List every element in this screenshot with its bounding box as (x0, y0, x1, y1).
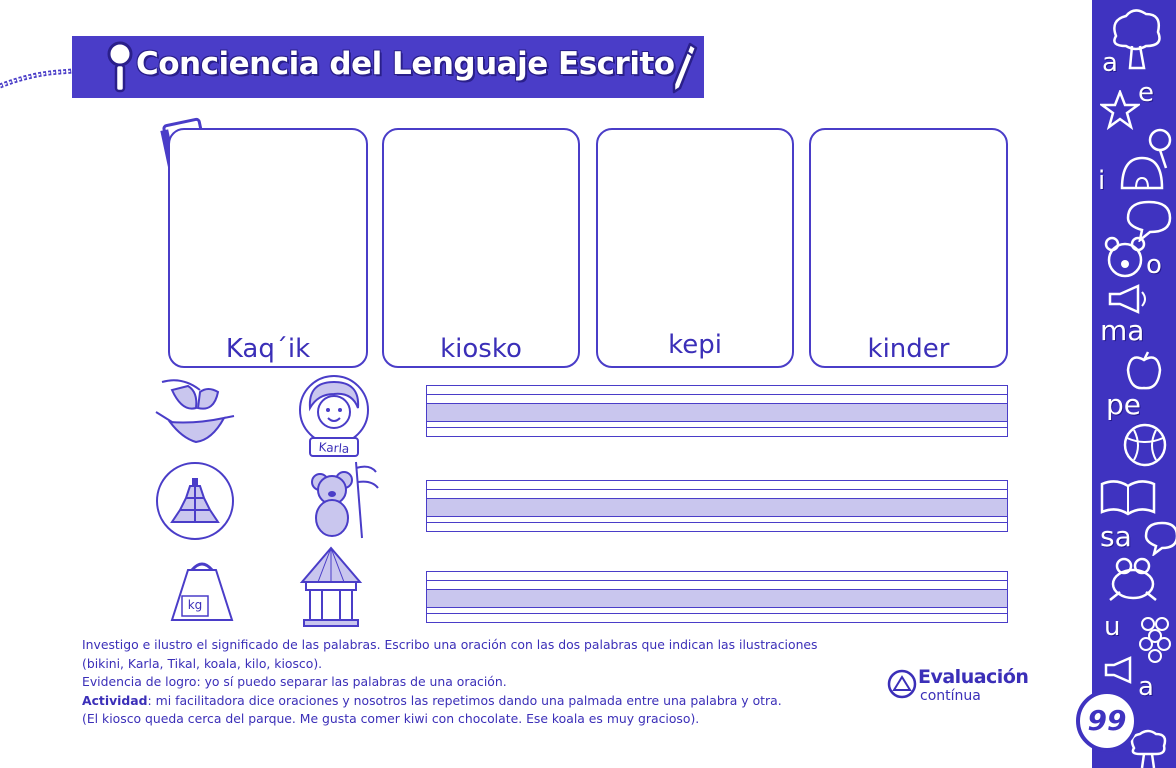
igloo-icon (1118, 152, 1166, 192)
strip-letter: u (1104, 612, 1121, 642)
page-title: Conciencia del Lenguaje Escrito (136, 46, 675, 82)
word-box-2[interactable] (382, 128, 580, 368)
open-book-icon (1098, 474, 1158, 518)
title-banner (72, 36, 704, 98)
koala-illustration (296, 458, 382, 544)
page-number: 99 (1076, 690, 1138, 752)
grapes-icon (1138, 610, 1174, 666)
writing-lines-3[interactable] (426, 571, 1008, 623)
pencil-icon (670, 42, 698, 94)
star-icon (1100, 90, 1140, 130)
word-box-4[interactable] (809, 128, 1008, 368)
strip-letter: e (1138, 78, 1154, 108)
instructions (82, 636, 922, 729)
word-box-3[interactable] (596, 128, 794, 368)
activity-text: : mi facilitadora dice oraciones y nosotros las repetimos dando una palmada entre una palabra y otra. (147, 692, 782, 708)
megaphone-icon (1106, 284, 1150, 314)
ball-icon (1122, 422, 1168, 468)
strip-letter: a (1138, 672, 1154, 702)
word-label: kiosko (440, 334, 522, 364)
kilo-weight-illustration (166, 556, 238, 626)
strip-letter: o (1146, 250, 1162, 280)
strip-letter: sa (1100, 520, 1132, 553)
word-label: kepi (668, 330, 722, 360)
magnifier-icon (106, 40, 134, 94)
apple-icon (1124, 350, 1164, 392)
tikal-illustration (152, 460, 238, 542)
strip-letter: a (1102, 48, 1118, 78)
instruction-line: (El kiosco queda cerca del parque. Me gusta comer kiwi con chocolate. Ese koala es muy gracioso). (82, 711, 700, 726)
frog-icon (1106, 556, 1160, 604)
teddy-bear-icon (1104, 236, 1146, 278)
instruction-line: (bikini, Karla, Tikal, koala, kilo, kiosco). (82, 655, 323, 671)
strip-letter: ma (1100, 314, 1145, 347)
instruction-line: Evidencia de logro: yo sí puedo separar las palabras de una oración. (82, 674, 507, 689)
strip-letter: pe (1106, 388, 1141, 421)
kilo-label: kg (187, 598, 203, 612)
kiosk-illustration (298, 546, 364, 628)
word-label: kinder (867, 334, 950, 364)
instruction-line (82, 692, 922, 711)
bikini-illustration (152, 372, 238, 448)
speech-bubble-icon (1144, 520, 1176, 556)
word-label: Kaq´ik (225, 334, 311, 364)
writing-lines-2[interactable] (426, 480, 1008, 532)
evaluation-subtitle: contínua (920, 688, 981, 704)
instruction-line: Investigo e ilustro el significado de las palabras. Escribo una oración con las dos palabras que indican las ilustraciones (82, 637, 818, 652)
karla-label: Karla (318, 439, 350, 457)
evaluation-title: Evaluación (918, 666, 1029, 688)
activity-label: Actividad (82, 692, 148, 708)
megaphone-icon (1102, 656, 1142, 684)
writing-lines-1[interactable] (426, 385, 1008, 437)
word-box-1[interactable] (168, 128, 368, 368)
side-strip (1092, 0, 1176, 768)
strip-letter: i (1098, 166, 1106, 196)
evaluation-logo-icon (886, 668, 918, 700)
